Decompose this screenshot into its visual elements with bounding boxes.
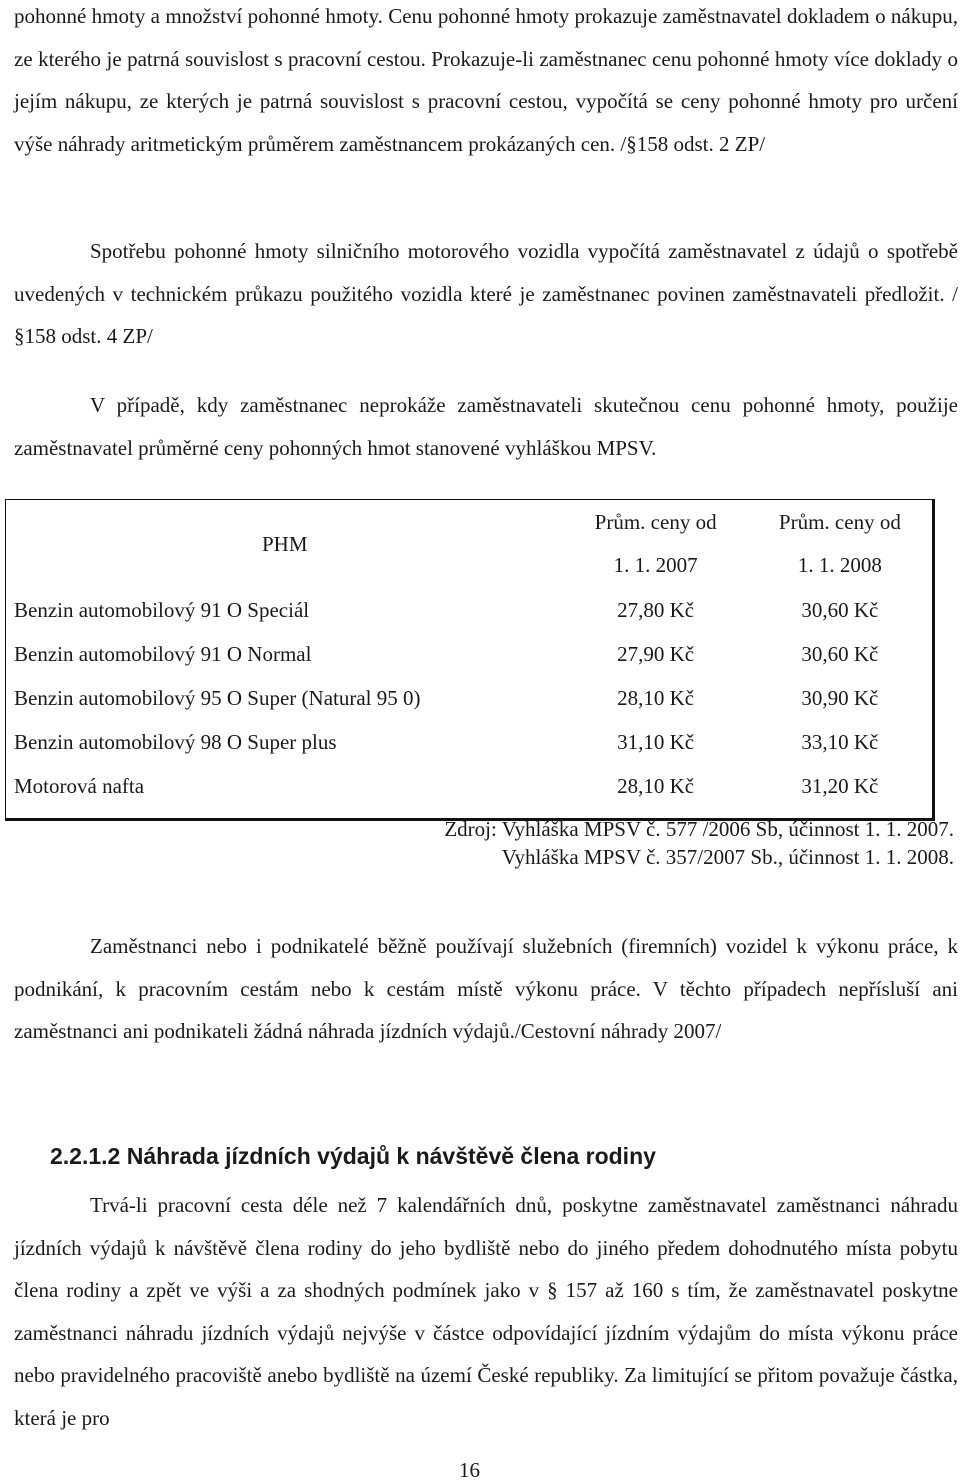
table-row bbox=[6, 764, 934, 820]
table-row bbox=[6, 720, 934, 764]
price-2008-cell: 31,20 Kč bbox=[801, 774, 879, 798]
paragraph-family-visit bbox=[14, 1184, 958, 1440]
table-row bbox=[6, 676, 934, 720]
paragraph-text: Zaměstnanci nebo i podnikatelé běžně používají služebních (firemních) vozidel k výkonu práce, k podnikání, k pracovním cestám nebo k cestám místě výkonu práce. V těchto případech nepřísluší ani zaměstnanci ani podnikateli žádná náhrada jízdních výdajů./Cestovní náhrady 2007/ bbox=[14, 934, 958, 1044]
table-header-row bbox=[6, 500, 934, 589]
paragraph-fuel-consumption bbox=[14, 230, 958, 358]
paragraph-text: Spotřebu pohonné hmoty silničního motorového vozidla vypočítá zaměstnavatel z údajů o spotřebě uvedených v technickém průkazu použitého vozidla které je zaměstnanec povinen zaměstnavateli předložit. /§158 odst. 4 ZP/ bbox=[14, 239, 958, 349]
header-price-2008-line1: Prům. ceny od bbox=[778, 510, 901, 534]
header-price-2007 bbox=[564, 500, 748, 589]
source-line-1: Zdroj: Vyhláška MPSV č. 577 /2006 Sb, účinnost 1. 1. 2007. bbox=[444, 817, 954, 841]
header-price-2007-line1: Prům. ceny od bbox=[594, 510, 717, 534]
fuel-name-cell: Motorová nafta bbox=[14, 774, 145, 798]
source-line-2: Vyhláška MPSV č. 357/2007 Sb., účinnost 1. 1. 2008. bbox=[501, 845, 954, 869]
page-number: 16 bbox=[459, 1458, 480, 1482]
paragraph-company-vehicles bbox=[14, 925, 958, 1053]
header-price-2008 bbox=[748, 500, 934, 589]
price-2007-cell: 27,90 Kč bbox=[617, 642, 695, 666]
paragraph-text: V případě, kdy zaměstnanec neprokáže zaměstnavateli skutečnou cenu pohonné hmoty, použije zaměstnavatel průměrné ceny pohonných hmot stanovené vyhláškou MPSV. bbox=[14, 393, 958, 460]
paragraph-average-prices bbox=[14, 384, 958, 469]
price-2007-cell: 31,10 Kč bbox=[617, 730, 695, 754]
fuel-name-cell: Benzin automobilový 98 O Super plus bbox=[14, 730, 337, 754]
table-row bbox=[6, 632, 934, 676]
header-price-2007-line2: 1. 1. 2007 bbox=[613, 553, 698, 577]
fuel-name-cell: Benzin automobilový 91 O Normal bbox=[14, 642, 312, 666]
price-2007-cell: 27,80 Kč bbox=[617, 598, 695, 622]
price-2007-cell: 28,10 Kč bbox=[617, 686, 695, 710]
header-phm: PHM bbox=[261, 531, 308, 556]
price-2007-cell: 28,10 Kč bbox=[617, 774, 695, 798]
price-2008-cell: 33,10 Kč bbox=[801, 730, 879, 754]
table-row bbox=[6, 588, 934, 632]
header-price-2008-line2: 1. 1. 2008 bbox=[797, 553, 882, 577]
price-2008-cell: 30,60 Kč bbox=[801, 642, 879, 666]
section-heading: 2.2.1.2 Náhrada jízdních výdajů k návštěvě člena rodiny bbox=[50, 1143, 656, 1169]
paragraph-text: pohonné hmoty a množství pohonné hmoty. Cenu pohonné hmoty prokazuje zaměstnavatel dokladem o nákupu, ze kterého je patrná souvislost s pracovní cestou. Prokazuje-li zaměstnanec cenu pohonné hmoty více doklady o jejím nákupu, ze kterých je patrná souvislost s pracovní cestou, vypočítá se ceny pohonné hmoty pro určení výše náhrady aritmetickým průměrem zaměstnancem prokázaných cen. /§158 odst. 2 ZP/ bbox=[14, 4, 958, 156]
paragraph-fuel-price-proof bbox=[14, 0, 958, 165]
price-2008-cell: 30,90 Kč bbox=[801, 686, 879, 710]
fuel-name-cell: Benzin automobilový 91 O Speciál bbox=[14, 598, 310, 622]
fuel-name-cell: Benzin automobilový 95 O Super (Natural 95 0) bbox=[14, 686, 421, 710]
price-2008-cell: 30,60 Kč bbox=[801, 598, 879, 622]
fuel-price-table bbox=[5, 499, 935, 821]
table-source-note bbox=[444, 815, 954, 871]
paragraph-text: Trvá-li pracovní cesta déle než 7 kalendářních dnů, poskytne zaměstnavatel zaměstnanci náhradu jízdních výdajů k návštěvě člena rodiny do jeho bydliště nebo do jiného předem dohodnutého místa pobytu člena rodiny a zpět ve výši a za shodných podmínek jako v § 157 až 160 s tím, že zaměstnavatel poskytne zaměstnanci náhradu jízdních výdajů nejvýše v částce odpovídající jízdním výdajům do místa výkonu práce nebo pravidelného pracoviště anebo bydliště na území České republiky. Za limitující se přitom považuje částka, která je pro bbox=[14, 1193, 958, 1430]
